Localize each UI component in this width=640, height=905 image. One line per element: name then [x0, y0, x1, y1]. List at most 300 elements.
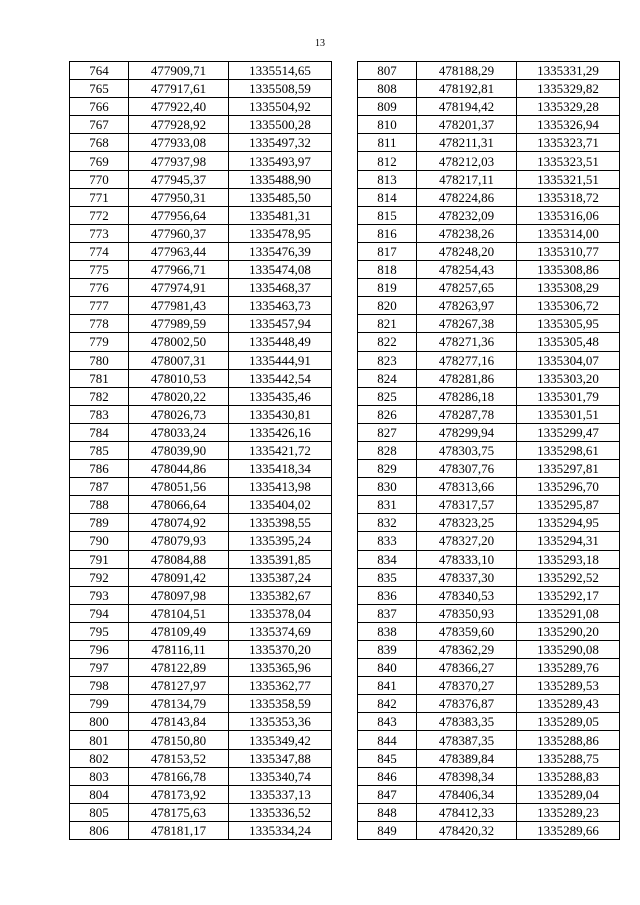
y-coordinate-cell: 1335290,20: [517, 622, 620, 640]
page-number: 13: [315, 38, 325, 49]
y-coordinate-cell: 1335497,32: [229, 134, 332, 152]
point-number-cell: 842: [358, 695, 417, 713]
table-row: [358, 152, 620, 170]
table-row: [70, 767, 332, 785]
table-row: [358, 496, 620, 514]
x-coordinate-cell: 478287,78: [417, 405, 517, 423]
table-row: [358, 641, 620, 659]
table-row: [70, 315, 332, 333]
point-number-cell: 834: [358, 550, 417, 568]
table-row: [70, 677, 332, 695]
point-number-cell: 803: [70, 767, 129, 785]
table-row: [358, 206, 620, 224]
y-coordinate-cell: 1335326,94: [517, 116, 620, 134]
x-coordinate-cell: 478299,94: [417, 423, 517, 441]
y-coordinate-cell: 1335374,69: [229, 622, 332, 640]
y-coordinate-cell: 1335481,31: [229, 206, 332, 224]
table-row: [70, 731, 332, 749]
x-coordinate-cell: 478192,81: [417, 80, 517, 98]
x-coordinate-cell: 478398,34: [417, 767, 517, 785]
table-row: [358, 279, 620, 297]
point-number-cell: 776: [70, 279, 129, 297]
table-row: [70, 604, 332, 622]
y-coordinate-cell: 1335323,51: [517, 152, 620, 170]
x-coordinate-cell: 478122,89: [129, 659, 229, 677]
point-number-cell: 770: [70, 170, 129, 188]
x-coordinate-cell: 478127,97: [129, 677, 229, 695]
x-coordinate-cell: 478323,25: [417, 514, 517, 532]
table-row: [358, 731, 620, 749]
x-coordinate-cell: 478271,36: [417, 333, 517, 351]
table-row: [70, 496, 332, 514]
x-coordinate-cell: 478362,29: [417, 641, 517, 659]
point-number-cell: 849: [358, 821, 417, 839]
x-coordinate-cell: 478286,18: [417, 387, 517, 405]
point-number-cell: 806: [70, 821, 129, 839]
y-coordinate-cell: 1335370,20: [229, 641, 332, 659]
x-coordinate-cell: 477989,59: [129, 315, 229, 333]
table-row: [358, 188, 620, 206]
table-row: [70, 152, 332, 170]
y-coordinate-cell: 1335382,67: [229, 586, 332, 604]
table-row: [358, 62, 620, 80]
x-coordinate-cell: 478376,87: [417, 695, 517, 713]
y-coordinate-cell: 1335306,72: [517, 297, 620, 315]
table-row: [70, 586, 332, 604]
x-coordinate-cell: 478303,75: [417, 441, 517, 459]
table-row: [70, 369, 332, 387]
point-number-cell: 772: [70, 206, 129, 224]
y-coordinate-cell: 1335301,79: [517, 387, 620, 405]
point-number-cell: 800: [70, 713, 129, 731]
point-number-cell: 814: [358, 188, 417, 206]
x-coordinate-cell: 478079,93: [129, 532, 229, 550]
point-number-cell: 801: [70, 731, 129, 749]
y-coordinate-cell: 1335387,24: [229, 568, 332, 586]
point-number-cell: 773: [70, 224, 129, 242]
y-coordinate-cell: 1335288,83: [517, 767, 620, 785]
x-coordinate-cell: 477974,91: [129, 279, 229, 297]
y-coordinate-cell: 1335301,51: [517, 405, 620, 423]
table-row: [358, 532, 620, 550]
table-row: [70, 514, 332, 532]
x-coordinate-cell: 478238,26: [417, 224, 517, 242]
x-coordinate-cell: 478109,49: [129, 622, 229, 640]
table-row: [70, 821, 332, 839]
x-coordinate-cell: 478370,27: [417, 677, 517, 695]
point-number-cell: 805: [70, 803, 129, 821]
y-coordinate-cell: 1335488,90: [229, 170, 332, 188]
table-row: [358, 586, 620, 604]
y-coordinate-cell: 1335413,98: [229, 478, 332, 496]
table-row: [70, 387, 332, 405]
x-coordinate-cell: 478026,73: [129, 405, 229, 423]
point-number-cell: 785: [70, 441, 129, 459]
table-row: [358, 677, 620, 695]
y-coordinate-cell: 1335303,20: [517, 369, 620, 387]
point-number-cell: 774: [70, 242, 129, 260]
x-coordinate-cell: 478254,43: [417, 261, 517, 279]
point-number-cell: 833: [358, 532, 417, 550]
y-coordinate-cell: 1335294,95: [517, 514, 620, 532]
table-row: [358, 460, 620, 478]
point-number-cell: 790: [70, 532, 129, 550]
x-coordinate-cell: 478333,10: [417, 550, 517, 568]
y-coordinate-cell: 1335493,97: [229, 152, 332, 170]
y-coordinate-cell: 1335508,59: [229, 80, 332, 98]
table-row: [70, 279, 332, 297]
x-coordinate-cell: 478039,90: [129, 441, 229, 459]
y-coordinate-cell: 1335378,04: [229, 604, 332, 622]
x-coordinate-cell: 478217,11: [417, 170, 517, 188]
x-coordinate-cell: 478232,09: [417, 206, 517, 224]
y-coordinate-cell: 1335295,87: [517, 496, 620, 514]
table-body: [358, 62, 620, 840]
x-coordinate-cell: 478173,92: [129, 785, 229, 803]
point-number-cell: 799: [70, 695, 129, 713]
y-coordinate-cell: 1335321,51: [517, 170, 620, 188]
table-row: [70, 749, 332, 767]
y-coordinate-cell: 1335316,06: [517, 206, 620, 224]
y-coordinate-cell: 1335442,54: [229, 369, 332, 387]
x-coordinate-cell: 478383,35: [417, 713, 517, 731]
table-row: [358, 224, 620, 242]
y-coordinate-cell: 1335299,47: [517, 423, 620, 441]
x-coordinate-cell: 478033,24: [129, 423, 229, 441]
y-coordinate-cell: 1335329,28: [517, 98, 620, 116]
table-row: [70, 188, 332, 206]
point-number-cell: 835: [358, 568, 417, 586]
y-coordinate-cell: 1335349,42: [229, 731, 332, 749]
x-coordinate-cell: 477928,92: [129, 116, 229, 134]
y-coordinate-cell: 1335504,92: [229, 98, 332, 116]
table-row: [70, 80, 332, 98]
table-row: [70, 134, 332, 152]
y-coordinate-cell: 1335421,72: [229, 441, 332, 459]
x-coordinate-cell: 478051,56: [129, 478, 229, 496]
point-number-cell: 765: [70, 80, 129, 98]
table-row: [358, 134, 620, 152]
x-coordinate-cell: 478188,29: [417, 62, 517, 80]
point-number-cell: 846: [358, 767, 417, 785]
point-number-cell: 807: [358, 62, 417, 80]
table-row: [358, 315, 620, 333]
table-row: [70, 622, 332, 640]
point-number-cell: 813: [358, 170, 417, 188]
point-number-cell: 764: [70, 62, 129, 80]
y-coordinate-cell: 1335500,28: [229, 116, 332, 134]
y-coordinate-cell: 1335289,23: [517, 803, 620, 821]
point-number-cell: 791: [70, 550, 129, 568]
x-coordinate-cell: 478313,66: [417, 478, 517, 496]
table-row: [358, 333, 620, 351]
table-row: [358, 803, 620, 821]
y-coordinate-cell: 1335478,95: [229, 224, 332, 242]
y-coordinate-cell: 1335292,17: [517, 586, 620, 604]
x-coordinate-cell: 478337,30: [417, 568, 517, 586]
table-row: [70, 441, 332, 459]
y-coordinate-cell: 1335468,37: [229, 279, 332, 297]
x-coordinate-cell: 477917,61: [129, 80, 229, 98]
table-row: [358, 116, 620, 134]
table-row: [70, 550, 332, 568]
x-coordinate-cell: 478104,51: [129, 604, 229, 622]
y-coordinate-cell: 1335476,39: [229, 242, 332, 260]
x-coordinate-cell: 478116,11: [129, 641, 229, 659]
x-coordinate-cell: 478066,64: [129, 496, 229, 514]
x-coordinate-cell: 478307,76: [417, 460, 517, 478]
x-coordinate-cell: 478175,63: [129, 803, 229, 821]
x-coordinate-cell: 477945,37: [129, 170, 229, 188]
x-coordinate-cell: 478420,32: [417, 821, 517, 839]
y-coordinate-cell: 1335398,55: [229, 514, 332, 532]
point-number-cell: 788: [70, 496, 129, 514]
y-coordinate-cell: 1335288,75: [517, 749, 620, 767]
y-coordinate-cell: 1335457,94: [229, 315, 332, 333]
table-row: [70, 261, 332, 279]
point-number-cell: 826: [358, 405, 417, 423]
table-row: [358, 261, 620, 279]
y-coordinate-cell: 1335323,71: [517, 134, 620, 152]
x-coordinate-cell: 478387,35: [417, 731, 517, 749]
point-number-cell: 766: [70, 98, 129, 116]
y-coordinate-cell: 1335308,86: [517, 261, 620, 279]
x-coordinate-cell: 478134,79: [129, 695, 229, 713]
table-row: [70, 170, 332, 188]
y-coordinate-cell: 1335404,02: [229, 496, 332, 514]
table-row: [70, 242, 332, 260]
x-coordinate-cell: 478359,60: [417, 622, 517, 640]
y-coordinate-cell: 1335305,48: [517, 333, 620, 351]
y-coordinate-cell: 1335293,18: [517, 550, 620, 568]
x-coordinate-cell: 478406,34: [417, 785, 517, 803]
point-number-cell: 796: [70, 641, 129, 659]
table-row: [358, 351, 620, 369]
y-coordinate-cell: 1335289,76: [517, 659, 620, 677]
y-coordinate-cell: 1335448,49: [229, 333, 332, 351]
table-row: [70, 532, 332, 550]
point-number-cell: 775: [70, 261, 129, 279]
point-number-cell: 792: [70, 568, 129, 586]
x-coordinate-cell: 477909,71: [129, 62, 229, 80]
y-coordinate-cell: 1335292,52: [517, 568, 620, 586]
x-coordinate-cell: 478340,53: [417, 586, 517, 604]
point-number-cell: 836: [358, 586, 417, 604]
x-coordinate-cell: 478097,98: [129, 586, 229, 604]
y-coordinate-cell: 1335391,85: [229, 550, 332, 568]
table-row: [70, 568, 332, 586]
table-row: [70, 659, 332, 677]
y-coordinate-cell: 1335329,82: [517, 80, 620, 98]
point-number-cell: 830: [358, 478, 417, 496]
y-coordinate-cell: 1335463,73: [229, 297, 332, 315]
point-number-cell: 820: [358, 297, 417, 315]
point-number-cell: 779: [70, 333, 129, 351]
table-row: [70, 713, 332, 731]
table-row: [70, 351, 332, 369]
point-number-cell: 843: [358, 713, 417, 731]
y-coordinate-cell: 1335289,05: [517, 713, 620, 731]
x-coordinate-cell: 478084,88: [129, 550, 229, 568]
point-number-cell: 839: [358, 641, 417, 659]
y-coordinate-cell: 1335474,08: [229, 261, 332, 279]
point-number-cell: 832: [358, 514, 417, 532]
y-coordinate-cell: 1335514,65: [229, 62, 332, 80]
table-row: [70, 785, 332, 803]
table-row: [358, 405, 620, 423]
y-coordinate-cell: 1335310,77: [517, 242, 620, 260]
y-coordinate-cell: 1335365,96: [229, 659, 332, 677]
table-row: [70, 224, 332, 242]
x-coordinate-cell: 478389,84: [417, 749, 517, 767]
x-coordinate-cell: 478248,20: [417, 242, 517, 260]
y-coordinate-cell: 1335358,59: [229, 695, 332, 713]
y-coordinate-cell: 1335347,88: [229, 749, 332, 767]
table-row: [358, 98, 620, 116]
y-coordinate-cell: 1335340,74: [229, 767, 332, 785]
point-number-cell: 837: [358, 604, 417, 622]
table-row: [358, 550, 620, 568]
table-row: [70, 478, 332, 496]
y-coordinate-cell: 1335318,72: [517, 188, 620, 206]
point-number-cell: 771: [70, 188, 129, 206]
point-number-cell: 794: [70, 604, 129, 622]
y-coordinate-cell: 1335485,50: [229, 188, 332, 206]
x-coordinate-cell: 478281,86: [417, 369, 517, 387]
x-coordinate-cell: 478010,53: [129, 369, 229, 387]
x-coordinate-cell: 477937,98: [129, 152, 229, 170]
point-number-cell: 845: [358, 749, 417, 767]
y-coordinate-cell: 1335294,31: [517, 532, 620, 550]
table-row: [358, 749, 620, 767]
table-row: [70, 206, 332, 224]
point-number-cell: 829: [358, 460, 417, 478]
point-number-cell: 804: [70, 785, 129, 803]
y-coordinate-cell: 1335289,43: [517, 695, 620, 713]
point-number-cell: 828: [358, 441, 417, 459]
point-number-cell: 781: [70, 369, 129, 387]
x-coordinate-cell: 478166,78: [129, 767, 229, 785]
point-number-cell: 778: [70, 315, 129, 333]
table-row: [358, 80, 620, 98]
point-number-cell: 815: [358, 206, 417, 224]
table-row: [70, 62, 332, 80]
point-number-cell: 817: [358, 242, 417, 260]
point-number-cell: 841: [358, 677, 417, 695]
x-coordinate-cell: 478201,37: [417, 116, 517, 134]
x-coordinate-cell: 478212,03: [417, 152, 517, 170]
y-coordinate-cell: 1335290,08: [517, 641, 620, 659]
table-row: [70, 423, 332, 441]
y-coordinate-cell: 1335430,81: [229, 405, 332, 423]
table-row: [358, 785, 620, 803]
y-coordinate-cell: 1335297,81: [517, 460, 620, 478]
x-coordinate-cell: 478267,38: [417, 315, 517, 333]
point-number-cell: 812: [358, 152, 417, 170]
table-row: [358, 387, 620, 405]
point-number-cell: 795: [70, 622, 129, 640]
y-coordinate-cell: 1335444,91: [229, 351, 332, 369]
y-coordinate-cell: 1335296,70: [517, 478, 620, 496]
x-coordinate-cell: 478044,86: [129, 460, 229, 478]
y-coordinate-cell: 1335395,24: [229, 532, 332, 550]
table-row: [70, 803, 332, 821]
point-number-cell: 823: [358, 351, 417, 369]
table-row: [358, 441, 620, 459]
x-coordinate-cell: 477960,37: [129, 224, 229, 242]
y-coordinate-cell: 1335334,24: [229, 821, 332, 839]
table-row: [358, 514, 620, 532]
table-row: [358, 170, 620, 188]
point-number-cell: 783: [70, 405, 129, 423]
x-coordinate-cell: 478366,27: [417, 659, 517, 677]
table-row: [358, 242, 620, 260]
point-number-cell: 787: [70, 478, 129, 496]
table-row: [358, 369, 620, 387]
x-coordinate-cell: 478150,80: [129, 731, 229, 749]
y-coordinate-cell: 1335289,66: [517, 821, 620, 839]
point-number-cell: 780: [70, 351, 129, 369]
point-number-cell: 819: [358, 279, 417, 297]
table-body: [70, 62, 332, 840]
point-number-cell: 848: [358, 803, 417, 821]
table-row: [70, 297, 332, 315]
x-coordinate-cell: 478002,50: [129, 333, 229, 351]
point-number-cell: 838: [358, 622, 417, 640]
point-number-cell: 822: [358, 333, 417, 351]
table-row: [70, 695, 332, 713]
y-coordinate-cell: 1335288,86: [517, 731, 620, 749]
point-number-cell: 825: [358, 387, 417, 405]
table-row: [358, 821, 620, 839]
x-coordinate-cell: 478153,52: [129, 749, 229, 767]
point-number-cell: 782: [70, 387, 129, 405]
point-number-cell: 827: [358, 423, 417, 441]
table-row: [70, 405, 332, 423]
table-row: [70, 641, 332, 659]
x-coordinate-cell: 478143,84: [129, 713, 229, 731]
point-number-cell: 789: [70, 514, 129, 532]
x-coordinate-cell: 478327,20: [417, 532, 517, 550]
point-number-cell: 809: [358, 98, 417, 116]
point-number-cell: 818: [358, 261, 417, 279]
table-row: [70, 333, 332, 351]
y-coordinate-cell: 1335418,34: [229, 460, 332, 478]
point-number-cell: 769: [70, 152, 129, 170]
table-row: [358, 622, 620, 640]
table-row: [358, 695, 620, 713]
table-row: [358, 713, 620, 731]
point-number-cell: 797: [70, 659, 129, 677]
x-coordinate-cell: 478224,86: [417, 188, 517, 206]
y-coordinate-cell: 1335314,00: [517, 224, 620, 242]
point-number-cell: 847: [358, 785, 417, 803]
x-coordinate-cell: 477963,44: [129, 242, 229, 260]
point-number-cell: 840: [358, 659, 417, 677]
y-coordinate-cell: 1335426,16: [229, 423, 332, 441]
y-coordinate-cell: 1335362,77: [229, 677, 332, 695]
table-row: [358, 478, 620, 496]
x-coordinate-cell: 477922,40: [129, 98, 229, 116]
x-coordinate-cell: 477966,71: [129, 261, 229, 279]
point-number-cell: 768: [70, 134, 129, 152]
table-row: [358, 659, 620, 677]
point-number-cell: 816: [358, 224, 417, 242]
table-row: [70, 98, 332, 116]
x-coordinate-cell: 478074,92: [129, 514, 229, 532]
point-number-cell: 767: [70, 116, 129, 134]
x-coordinate-cell: 478007,31: [129, 351, 229, 369]
